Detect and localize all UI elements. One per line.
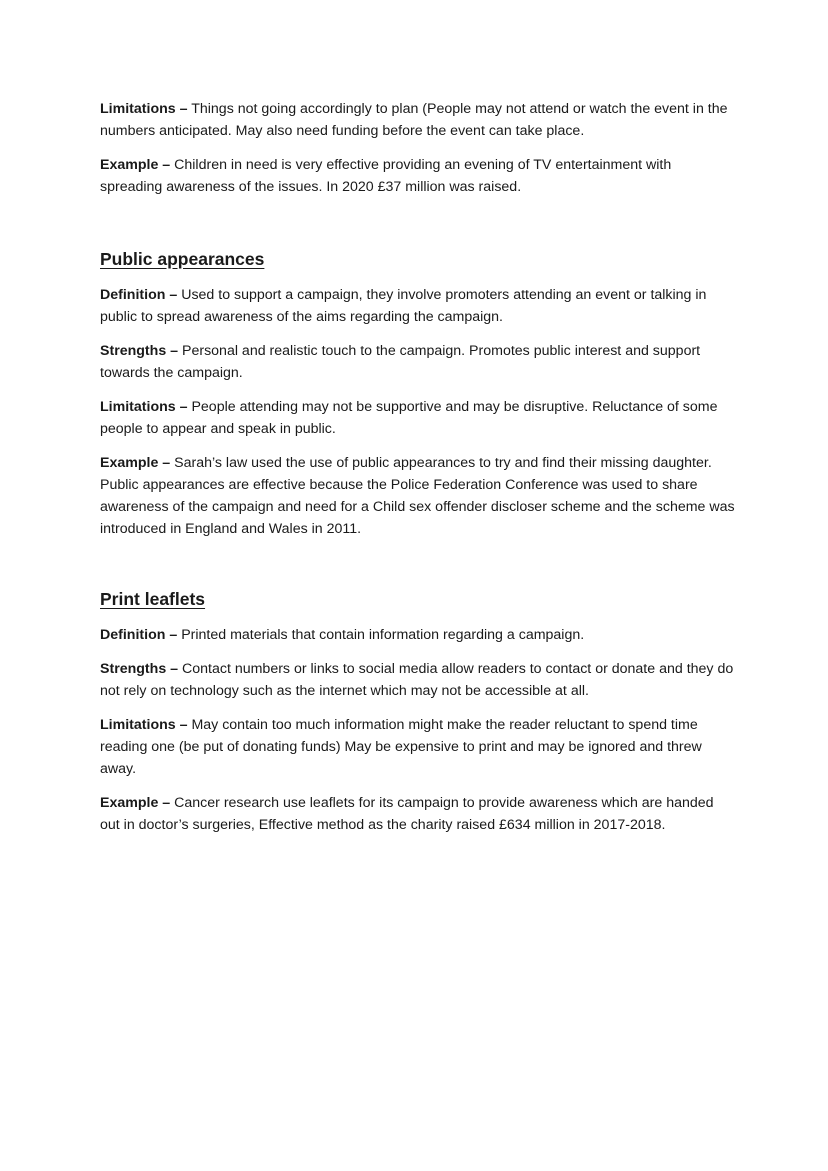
definition-term: Definition – bbox=[100, 627, 178, 643]
public-appearances-limitations-paragraph bbox=[100, 396, 736, 440]
print-leaflets-section bbox=[100, 586, 736, 836]
strengths-term: Strengths – bbox=[100, 343, 179, 359]
limitations-term: Limitations – bbox=[100, 101, 188, 117]
example-text: Cancer research use leaflets for its campaign to provide awareness which are handed out in doctor’s surgeries, Effective method as the charity raised £634 million in 2017-2018. bbox=[100, 795, 714, 833]
definition-text: Used to support a campaign, they involve promoters attending an event or talking in public to spread awareness of the aims regarding the campaign. bbox=[100, 287, 707, 325]
example-term: Example – bbox=[100, 795, 171, 811]
definition-text: Printed materials that contain information regarding a campaign. bbox=[177, 627, 585, 643]
intro-limitations-paragraph bbox=[100, 98, 736, 142]
print-leaflets-example-paragraph bbox=[100, 792, 736, 836]
limitations-text: People attending may not be supportive and may be disruptive. Reluctance of some people to appear and speak in public. bbox=[100, 399, 718, 437]
strengths-text: Personal and realistic touch to the campaign. Promotes public interest and support towards the campaign. bbox=[100, 343, 701, 381]
limitations-term: Limitations – bbox=[100, 717, 188, 733]
public-appearances-section bbox=[100, 246, 736, 540]
definition-term: Definition – bbox=[100, 287, 178, 303]
intro-example-paragraph bbox=[100, 154, 736, 198]
public-appearances-strengths-paragraph bbox=[100, 340, 736, 384]
example-text: Sarah’s law used the use of public appearances to try and find their missing daughter. Public appearances are effective because the Police Federation Conference was used to share awareness of the campaign and need for a Child sex offender discloser scheme and the scheme was introduced in England and Wales in 2011. bbox=[100, 455, 735, 537]
strengths-text: Contact numbers or links to social media allow readers to contact or donate and they do not rely on technology such as the internet which may not be accessible at all. bbox=[100, 661, 734, 699]
example-text: Children in need is very effective providing an evening of TV entertainment with spreading awareness of the issues. In 2020 £37 million was raised. bbox=[100, 157, 672, 195]
print-leaflets-limitations-paragraph bbox=[100, 714, 736, 780]
limitations-text: Things not going accordingly to plan (People may not attend or watch the event in the numbers anticipated. May also need funding before the event can take place. bbox=[100, 101, 728, 139]
limitations-term: Limitations – bbox=[100, 399, 188, 415]
document-page bbox=[100, 98, 736, 848]
public-appearances-heading: Public appearances bbox=[100, 249, 265, 269]
public-appearances-example-paragraph bbox=[100, 452, 736, 540]
public-appearances-definition-paragraph bbox=[100, 284, 736, 328]
example-term: Example – bbox=[100, 455, 171, 471]
limitations-text: May contain too much information might make the reader reluctant to spend time reading one (be put of donating funds) May be expensive to print and may be ignored and threw away. bbox=[100, 717, 702, 777]
strengths-term: Strengths – bbox=[100, 661, 179, 677]
print-leaflets-strengths-paragraph bbox=[100, 658, 736, 702]
print-leaflets-definition-paragraph bbox=[100, 624, 736, 646]
example-term: Example – bbox=[100, 157, 171, 173]
intro-section bbox=[100, 98, 736, 198]
print-leaflets-heading: Print leaflets bbox=[100, 589, 206, 609]
